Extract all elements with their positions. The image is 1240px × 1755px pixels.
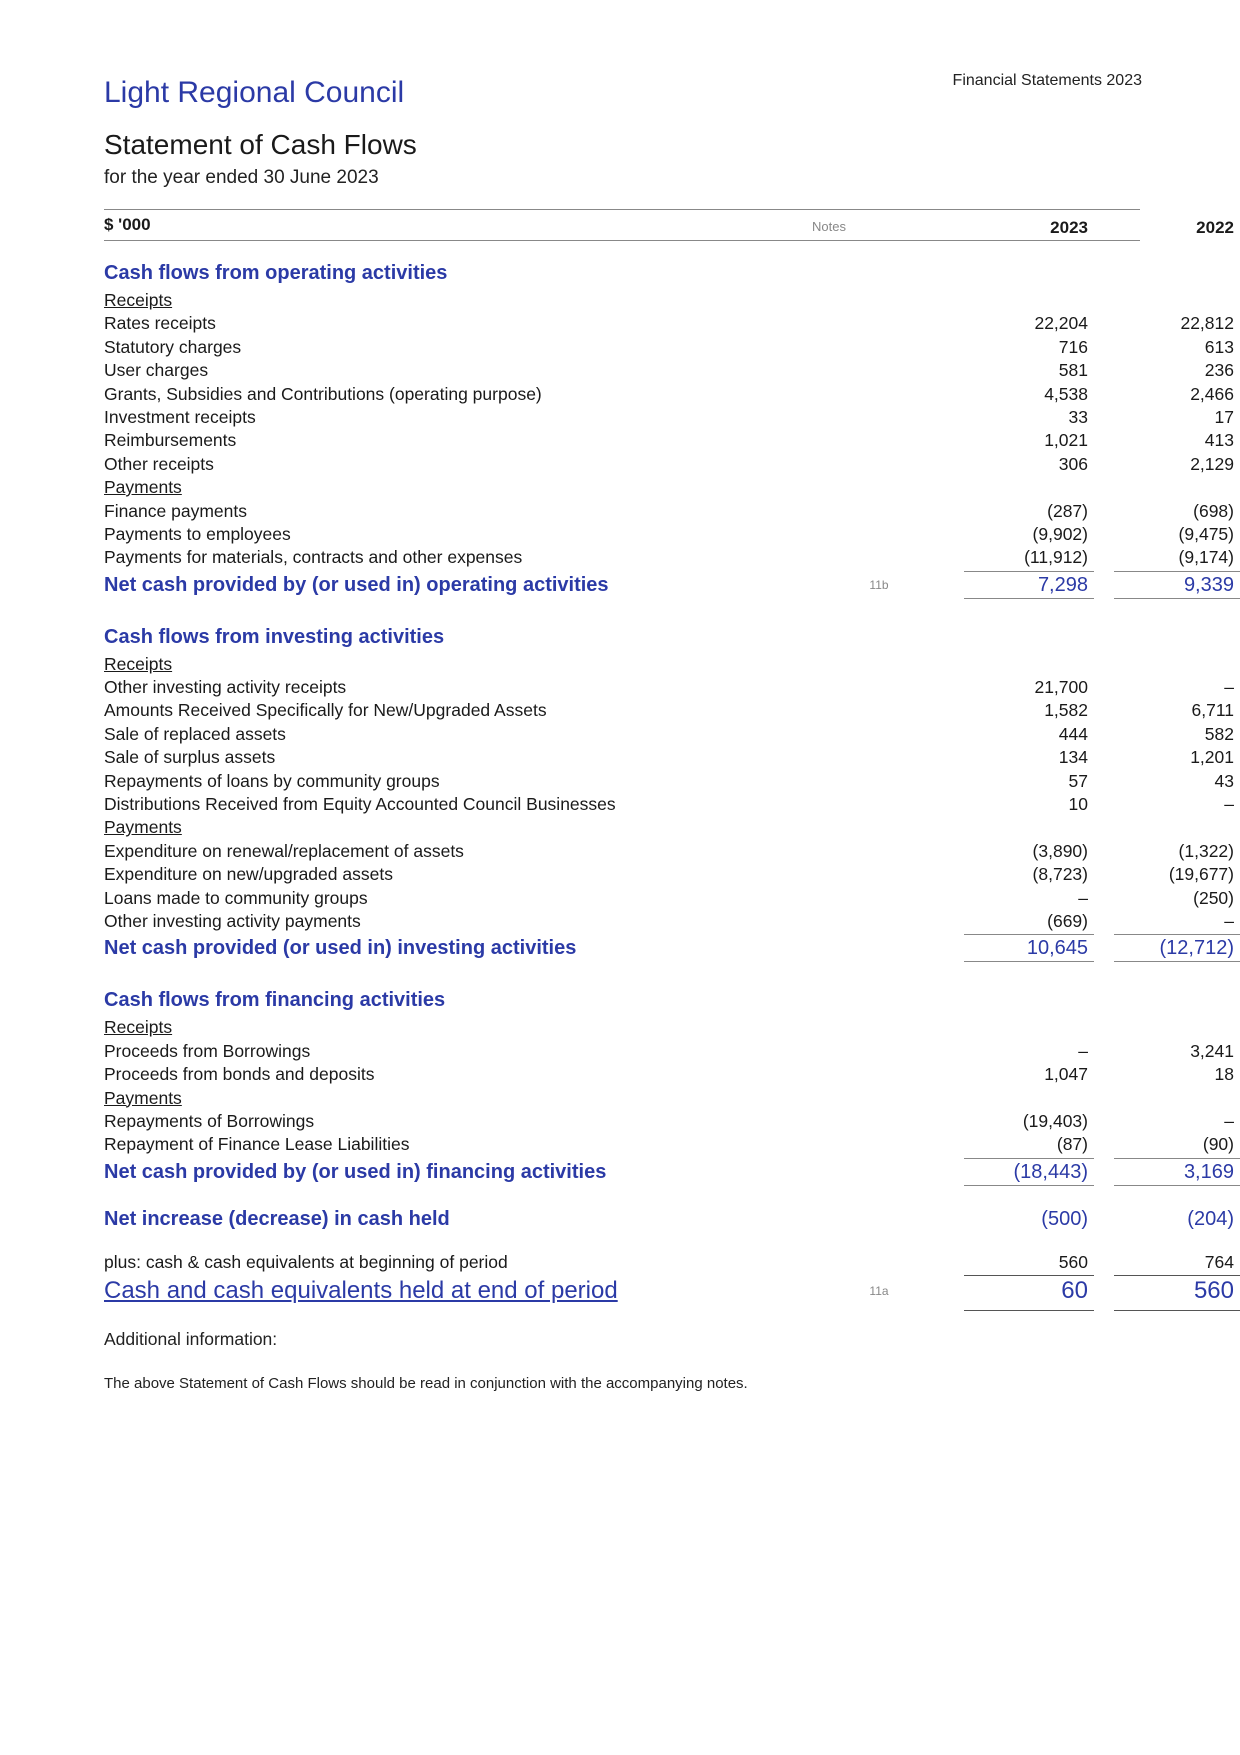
table-row: [104, 453, 1234, 476]
row-label: Loans made to community groups: [104, 887, 368, 908]
value-2022: –: [1224, 1110, 1234, 1131]
value-2022: (19,677): [1168, 864, 1234, 885]
value-2022: (1,322): [1178, 840, 1234, 861]
notes-column-header: Notes: [812, 219, 846, 234]
year-2023-header: 2023: [1050, 218, 1088, 237]
value-2023: (8,723): [1032, 864, 1088, 885]
table-row: [104, 546, 1234, 569]
value-2022: (90): [1202, 1134, 1234, 1155]
value-2023: 581: [1058, 360, 1088, 381]
year-2022-header: 2022: [1196, 218, 1234, 237]
table-row: [104, 840, 1234, 863]
value-2023: 33: [1068, 406, 1088, 427]
value-2023: 10: [1068, 794, 1088, 815]
subsection-heading: [104, 1087, 1140, 1110]
row-label: Sale of surplus assets: [104, 747, 276, 768]
note-reference: 11a: [869, 1284, 889, 1299]
row-label: Distributions Received from Equity Accounted Council Businesses: [104, 794, 616, 815]
value-2023: 57: [1068, 770, 1088, 791]
value-2023: –: [1078, 887, 1088, 908]
section-heading: [104, 622, 1140, 653]
value-2022: 2,129: [1190, 453, 1234, 474]
row-label: Net increase (decrease) in cash held: [104, 1207, 450, 1230]
row-label: Net cash provided (or used in) investing activities: [104, 937, 577, 960]
value-2022: (250): [1193, 887, 1234, 908]
value-2022: 18: [1214, 1064, 1234, 1085]
row-label: Finance payments: [104, 500, 247, 521]
subsection-heading: [104, 476, 1140, 499]
value-2022: 22,812: [1180, 313, 1234, 334]
row-label: Statutory charges: [104, 336, 242, 357]
value-2023: 22,204: [1034, 313, 1088, 334]
value-2022: 2,466: [1190, 383, 1234, 404]
opening-balance-row: [104, 1251, 1234, 1274]
cash-flow-table: [104, 258, 1234, 1308]
row-label: Grants, Subsidies and Contributions (operating purpose): [104, 383, 542, 404]
note-reference: 11b: [869, 577, 889, 592]
row-label: Payments: [104, 477, 182, 498]
table-row: [104, 500, 1234, 523]
row-label: Reimbursements: [104, 430, 237, 451]
value-2022: 9,339: [1114, 570, 1234, 600]
value-2023: (87): [1056, 1134, 1088, 1155]
value-2022: 236: [1204, 360, 1234, 381]
table-row: [104, 723, 1234, 746]
value-2023: 716: [1058, 336, 1088, 357]
value-2022: 1,201: [1190, 747, 1234, 768]
spacer: [104, 963, 1140, 985]
value-2023: 21,700: [1034, 677, 1088, 698]
table-row: [104, 523, 1234, 546]
value-2022: (12,712): [1114, 933, 1234, 963]
row-label: Amounts Received Specifically for New/Upgraded Assets: [104, 700, 547, 721]
value-2023: 4,538: [1044, 383, 1088, 404]
table-row: [104, 1133, 1234, 1156]
value-2023: 1,021: [1044, 430, 1088, 451]
row-label: Cash flows from operating activities: [104, 262, 448, 284]
row-label: Net cash provided by (or used in) financing activities: [104, 1160, 607, 1183]
table-row: [104, 770, 1234, 793]
value-2022: (9,174): [1178, 547, 1234, 568]
total-row: [104, 1157, 1234, 1187]
row-label: Proceeds from bonds and deposits: [104, 1064, 375, 1085]
value-2022: 43: [1214, 770, 1234, 791]
table-row: [104, 793, 1234, 816]
value-2023: 560: [964, 1251, 1088, 1274]
table-row: [104, 312, 1234, 335]
value-2022: 6,711: [1191, 700, 1234, 721]
row-label: Other investing activity payments: [104, 910, 361, 931]
row-label: Proceeds from Borrowings: [104, 1040, 311, 1061]
total-row: [104, 570, 1234, 600]
value-2023: (287): [1047, 500, 1088, 521]
table-row: [104, 699, 1234, 722]
row-label: Other investing activity receipts: [104, 677, 347, 698]
table-row: [104, 359, 1234, 382]
row-label: Receipts: [104, 1017, 173, 1038]
value-2022: 764: [1114, 1251, 1234, 1274]
row-label: Payments: [104, 817, 182, 838]
value-2023: (669): [1047, 910, 1088, 931]
row-label: Repayments of Borrowings: [104, 1110, 315, 1131]
value-2023: 60: [964, 1274, 1088, 1308]
value-2023: 10,645: [964, 933, 1088, 963]
value-2023: 444: [1058, 723, 1088, 744]
value-2022: 3,169: [1114, 1157, 1234, 1187]
value-2023: 306: [1058, 453, 1088, 474]
row-label: Expenditure on new/upgraded assets: [104, 864, 393, 885]
table-row: [104, 1063, 1234, 1086]
value-2023: (19,403): [1022, 1110, 1088, 1131]
table-row: [104, 887, 1234, 910]
page-title: Statement of Cash Flows: [104, 129, 417, 160]
value-2023: –: [1078, 1040, 1088, 1061]
section-heading: [104, 985, 1140, 1016]
value-2023: (3,890): [1032, 840, 1088, 861]
row-label: Repayments of loans by community groups: [104, 770, 440, 791]
net-increase-row: [104, 1203, 1234, 1235]
row-label: Investment receipts: [104, 406, 256, 427]
row-label: Receipts: [104, 653, 173, 674]
value-2023: (18,443): [964, 1157, 1088, 1187]
subsection-heading: [104, 1016, 1140, 1039]
document-label: Financial Statements 2023: [952, 72, 1142, 89]
table-row: [104, 406, 1234, 429]
row-label: plus: cash & cash equivalents at beginning of period: [104, 1251, 508, 1272]
value-2022: 413: [1204, 430, 1234, 451]
value-2023: 134: [1058, 747, 1088, 768]
spacer: [104, 1235, 1140, 1251]
page-subtitle: for the year ended 30 June 2023: [104, 167, 379, 188]
table-row: [104, 863, 1234, 886]
value-2023: 1,047: [1044, 1064, 1088, 1085]
table-header: [104, 209, 1234, 241]
table-row: [104, 746, 1234, 769]
table-row: [104, 1040, 1234, 1063]
table-row: [104, 383, 1234, 406]
row-label: Payments to employees: [104, 523, 291, 544]
spacer: [104, 1187, 1140, 1203]
row-label: Other receipts: [104, 453, 214, 474]
value-2023: (500): [1041, 1207, 1088, 1230]
row-label: Expenditure on renewal/replacement of assets: [104, 840, 464, 861]
row-label: Payments for materials, contracts and other expenses: [104, 547, 523, 568]
row-label: User charges: [104, 360, 209, 381]
row-label: Cash flows from financing activities: [104, 989, 446, 1012]
additional-information: Additional information:: [104, 1329, 278, 1349]
value-2022: 560: [1114, 1274, 1234, 1308]
value-2022: –: [1224, 794, 1234, 815]
value-2022: –: [1224, 677, 1234, 698]
section-heading: [104, 258, 1140, 289]
row-label: Cash and cash equivalents held at end of period: [104, 1277, 618, 1305]
table-row: [104, 336, 1234, 359]
subsection-heading: [104, 816, 1140, 839]
footnote: The above Statement of Cash Flows should be read in conjunction with the accompanying notes.: [104, 1375, 748, 1392]
value-2022: (9,475): [1178, 523, 1234, 544]
council-name: Light Regional Council: [104, 76, 405, 109]
row-label: Receipts: [104, 290, 173, 310]
table-row: [104, 676, 1234, 699]
subsection-heading: [104, 289, 1140, 312]
value-2023: (11,912): [1024, 547, 1088, 568]
table-row: [104, 1110, 1234, 1133]
value-2023: 1,582: [1044, 700, 1088, 721]
row-label: Net cash provided by (or used in) operating activities: [104, 573, 609, 596]
row-label: Rates receipts: [104, 313, 216, 334]
value-2022: (204): [1187, 1207, 1234, 1230]
row-label: Payments: [104, 1087, 182, 1108]
spacer: [104, 600, 1140, 622]
closing-balance-row: [104, 1274, 1234, 1308]
row-label: Sale of replaced assets: [104, 723, 286, 744]
subsection-heading: [104, 653, 1140, 676]
value-2022: 3,241: [1190, 1040, 1234, 1061]
row-label: Repayment of Finance Lease Liabilities: [104, 1134, 410, 1155]
value-2022: 613: [1204, 336, 1234, 357]
table-row: [104, 910, 1234, 933]
value-2023: (9,902): [1032, 523, 1088, 544]
value-2022: (698): [1193, 500, 1234, 521]
value-2022: 17: [1214, 406, 1234, 427]
value-2022: –: [1224, 910, 1234, 931]
table-row: [104, 429, 1234, 452]
row-label: Cash flows from investing activities: [104, 625, 445, 648]
value-2023: 7,298: [964, 570, 1088, 600]
unit-label: $ '000: [104, 215, 151, 234]
total-row: [104, 933, 1234, 963]
value-2022: 582: [1204, 723, 1234, 744]
